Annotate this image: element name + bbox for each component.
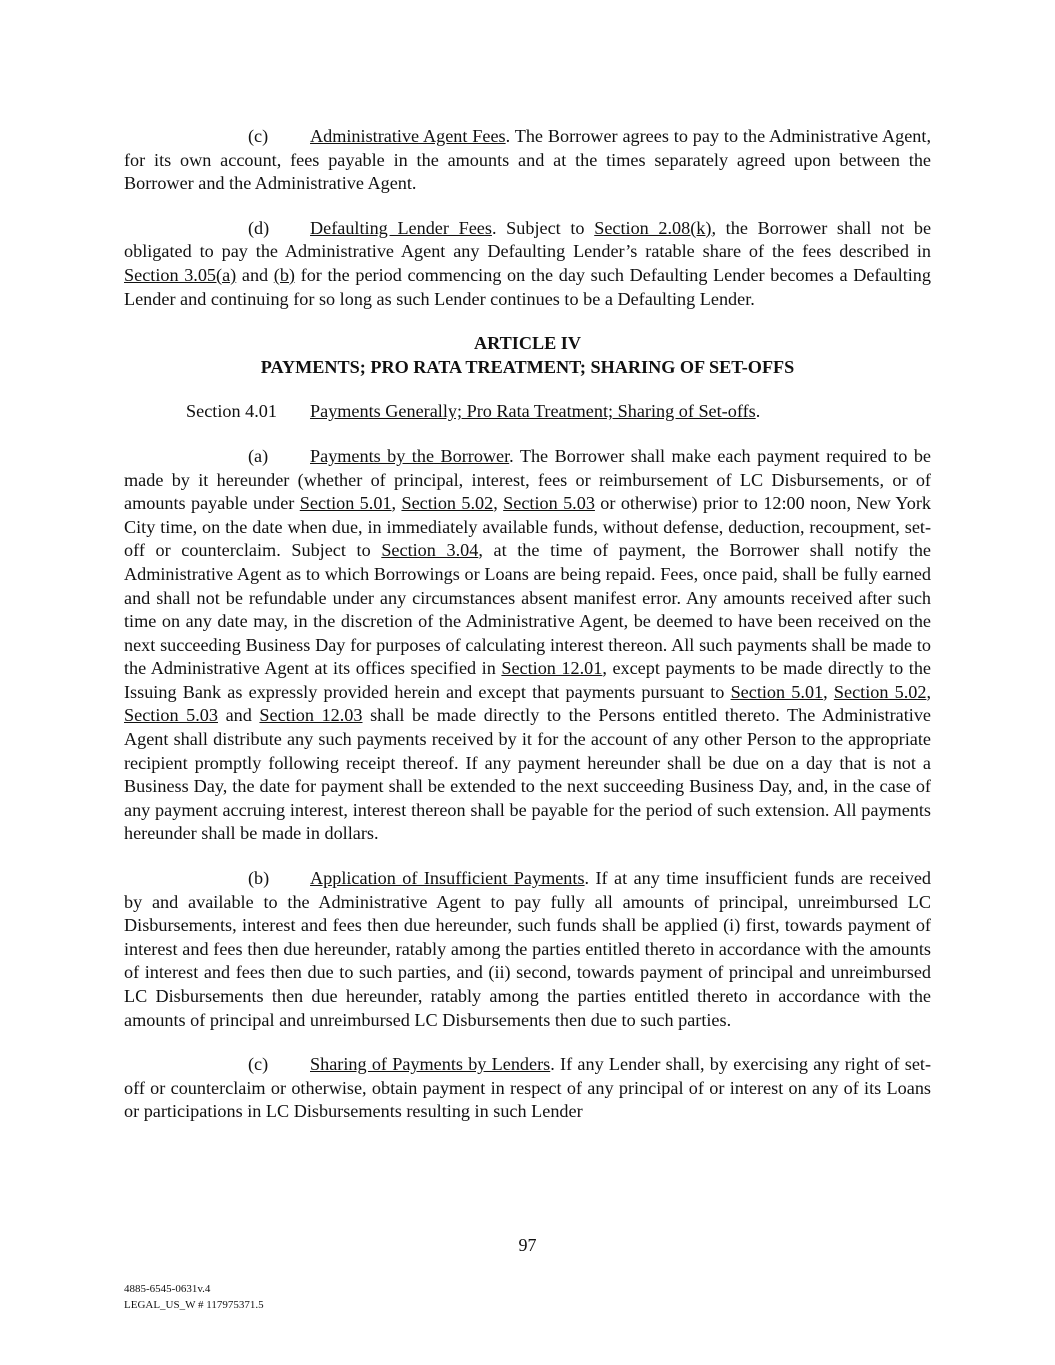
- separator: ,: [823, 681, 834, 702]
- section-reference: Section 5.01: [299, 493, 392, 514]
- paragraph-c-administrative-agent-fees: [124, 125, 931, 196]
- document-footer: [124, 1281, 264, 1313]
- paragraph-a-payments-by-borrower: [124, 445, 931, 846]
- section-reference: (b): [273, 264, 295, 285]
- paragraph-label: (b): [248, 868, 270, 889]
- paragraph-c-sharing-of-payments: [124, 1053, 931, 1124]
- paragraph-label: (c): [248, 126, 269, 146]
- paragraph-text: and: [236, 264, 274, 285]
- section-reference: Section 12.03: [259, 705, 363, 726]
- section-reference: Section 3.05(a): [124, 264, 237, 285]
- separator: ,: [926, 681, 931, 702]
- separator: ,: [493, 493, 504, 514]
- paragraph-text: , the Borrower shall not be obligated to pay the Administrative Agent any Defaulting Lender’s ratable share of the fees described in: [124, 217, 932, 262]
- paragraph-d-defaulting-lender-fees: [124, 217, 931, 311]
- paragraph-text: and: [217, 705, 260, 726]
- paragraph-heading: Defaulting Lender Fees: [310, 217, 492, 238]
- section-heading: [124, 400, 931, 424]
- paragraph-text: . The Borrower agrees to pay to the Administrative Agent, for its own account, fees payable in the amounts and at the times separately agreed upon between the Borrower and the Administrative Agent.: [124, 126, 931, 194]
- section-title: Payments Generally; Pro Rata Treatment; Sharing of Set-offs: [310, 401, 756, 422]
- section-reference: Section 5.01: [730, 681, 824, 702]
- paragraph-text: for the period commencing on the day such Defaulting Lender becomes a Defaulting Lender and continuing for so long as such Lender continues to be a Defaulting Lender.: [124, 264, 931, 309]
- section-reference: Section 3.04: [381, 540, 479, 561]
- section-reference: Section 5.02: [833, 681, 927, 702]
- section-number: Section 4.01: [186, 401, 277, 422]
- section-title-end: .: [755, 401, 761, 422]
- paragraph-text: , at the time of payment, the Borrower shall notify the Administrative Agent as to which Borrowings or Loans are being repaid. Fees, once paid, shall be fully earned and shall not be refundable under any circumstances absent manifest error. Any amounts received after such time on any date may, in the discretion of the Administrative Agent, be deemed to have been received on the next succeeding Business Day for purposes of calculating interest thereon. All such payments shall be made to the Administrative Agent at its offices specified in: [124, 540, 931, 679]
- paragraph-heading: Application of Insufficient Payments: [310, 868, 585, 889]
- paragraph-text: . The Borrower shall make each payment required to be made by it hereunder (whether of principal, interest, fees or reimbursement of LC Disbursements, or of amounts payable under: [124, 445, 931, 514]
- document-id: 4885-6545-0631v.4: [124, 1283, 211, 1295]
- paragraph-text: . If at any time insufficient funds are received by and available to the Administrative Agent to pay fully all amounts of principal, unreimbursed LC Disbursements, interest and fees then due hereunder, such funds shall be applied (i) first, towards payment of interest and fees then due hereunder, ratably among the parties entitled thereto in accordance with the amounts of interest and fees then due to such parties, and (ii) second, towards payment of principal and unreimbursed LC Disbursements then due hereunder, ratably among the parties entitled thereto in accordance with the amounts of principal and unreimbursed LC Disbursements then due to such parties.: [124, 868, 932, 1030]
- paragraph-text: or otherwise) prior to 12:00 noon, New York City time, on the date when due, in immediately available funds, without defense, deduction, recoupment, set-off or counterclaim. Subject to: [124, 493, 931, 561]
- separator: ,: [391, 493, 402, 514]
- paragraph-text: . Subject to: [491, 217, 595, 238]
- paragraph-b-insufficient-payments: [124, 867, 931, 1032]
- paragraph-text: , except payments to be made directly to the Issuing Bank as expressly provided herein and except that payments pursuant to: [124, 658, 931, 702]
- page-number: 97: [518, 1235, 537, 1255]
- paragraph-label: (d): [248, 217, 270, 238]
- article-number: ARTICLE IV: [474, 333, 581, 354]
- document-page: [124, 125, 931, 1124]
- section-reference: Section 12.01: [501, 658, 603, 679]
- paragraph-heading: Administrative Agent Fees: [310, 126, 506, 146]
- paragraph-label: (a): [248, 445, 269, 466]
- section-reference: Section 5.02: [401, 493, 494, 514]
- paragraph-text: . If any Lender shall, by exercising any right of set-off or counterclaim or otherwise, obtain payment in respect of any principal of or interest on any of its Loans or participations in LC Disbursements resulting in such Lender: [124, 1054, 932, 1122]
- paragraph-heading: Sharing of Payments by Lenders: [310, 1054, 551, 1075]
- legal-id: LEGAL_US_W # 117975371.5: [124, 1299, 264, 1311]
- article-title: PAYMENTS; PRO RATA TREATMENT; SHARING OF SET-OFFS: [260, 356, 795, 377]
- section-reference: Section 5.03: [503, 493, 595, 514]
- section-reference: Section 5.03: [124, 705, 218, 726]
- paragraph-heading: Payments by the Borrower: [310, 445, 510, 466]
- section-reference: Section 2.08(k): [594, 217, 712, 238]
- paragraph-label: (c): [248, 1054, 269, 1075]
- paragraph-text: shall be made directly to the Persons entitled thereto. The Administrative Agent shall distribute any such payments received by it for the account of any other Person to the appropriate recipient promptly following receipt thereof. If any payment hereunder shall be due on a day that is not a Business Day, the date for payment shall be extended to the next succeeding Business Day, and, in the case of any payment accruing interest, interest thereon shall be payable for the period of such extension. All payments hereunder shall be made in dollars.: [124, 705, 932, 844]
